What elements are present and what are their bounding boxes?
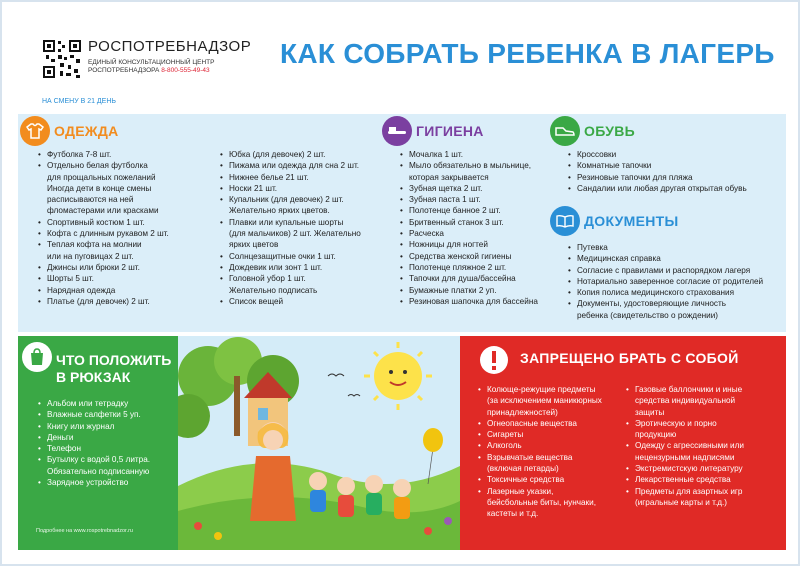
children-illustration: [178, 336, 460, 550]
list-item-continuation: Желательно ярких цветов.: [229, 206, 330, 216]
documents-list: [568, 242, 763, 321]
list-item: • Средства женской гигиены: [400, 251, 538, 262]
list-item: • Алкоголь: [478, 440, 602, 451]
list-item: • Деньги: [38, 432, 150, 443]
list-item-continuation: или на пуговицах 2 шт.: [47, 251, 134, 261]
list-item-continuation: принадлежностей): [487, 407, 558, 417]
list-item: • Документы, удостоверяющие личность: [568, 298, 763, 309]
forbidden-panel: [460, 336, 786, 550]
list-item: • Бумажные платки 2 уп.: [400, 285, 538, 296]
list-item: • Резиновая шапочка для бассейна: [400, 296, 538, 307]
list-item-continuation: Желательно подписать: [229, 285, 318, 295]
list-item-continuation: которая закрывается: [409, 172, 489, 182]
clothes-list-2: [220, 149, 361, 307]
list-item: • Теплая кофта на молнии: [38, 239, 169, 250]
brand-subtitle: ЕДИНЫЙ КОНСУЛЬТАЦИОННЫЙ ЦЕНТР РОСПОТРЕБНАДЗОРА 8-800-555-49-43: [88, 59, 215, 74]
toothbrush-icon: [382, 116, 412, 146]
list-item: • Нарядная одежда: [38, 285, 169, 296]
list-item: • Нотариально заверенное согласие от родителей: [568, 276, 763, 287]
list-item: • Нижнее белье 21 шт.: [220, 172, 361, 183]
list-item: • Футболка 7-8 шт.: [38, 149, 169, 160]
bag-icon: [22, 342, 52, 372]
list-item: • Полотенце банное 2 шт.: [400, 205, 538, 216]
list-item: • Носки 21 шт.: [220, 183, 361, 194]
backpack-panel: [18, 336, 178, 550]
list-item-continuation: бейсбольные биты, нунчаки,: [487, 497, 596, 507]
backpack-list: [38, 398, 150, 488]
list-item: • Зубная щетка 2 шт.: [400, 183, 538, 194]
list-item: • Влажные салфетки 5 уп.: [38, 409, 150, 420]
list-item-continuation: продукцию: [635, 430, 677, 440]
list-item: • Бритвенный станок 3 шт.: [400, 217, 538, 228]
list-item: • Предметы для азартных игр: [626, 486, 744, 497]
clothes-title: ОДЕЖДА: [54, 123, 119, 139]
list-item: • Головной убор 1 шт.: [220, 273, 361, 284]
list-item: • Дождевик или зонт 1 шт.: [220, 262, 361, 273]
list-item: • Кофта с длинным рукавом 2 шт.: [38, 228, 169, 239]
brand-name: РОСПОТРЕБНАДЗОР: [88, 38, 252, 55]
list-item: • Полотенце пляжное 2 шт.: [400, 262, 538, 273]
list-item: • Эротическую и порно: [626, 418, 744, 429]
backpack-title: ЧТО ПОЛОЖИТЬ В РЮКЗАК: [56, 352, 172, 385]
list-item: • Путевка: [568, 242, 763, 253]
hygiene-title: ГИГИЕНА: [416, 123, 484, 139]
forbidden-title: ЗАПРЕЩЕНО БРАТЬ С СОБОЙ: [520, 350, 739, 366]
hygiene-list: [400, 149, 538, 307]
hygiene-header: [382, 116, 484, 146]
clothes-list-1: [38, 149, 169, 307]
list-item: • Книгу или журнал: [38, 421, 150, 432]
list-item: • Платье (для девочек) 2 шт.: [38, 296, 169, 307]
list-item: • Огнеопасные вещества: [478, 418, 602, 429]
list-item: • Лекарственные средства: [626, 474, 744, 485]
list-item: • Тапочки для душа/бассейна: [400, 273, 538, 284]
page-title: КАК СОБРАТЬ РЕБЕНКА В ЛАГЕРЬ: [280, 38, 775, 69]
hotline-phone: 8-800-555-49-43: [161, 67, 210, 74]
list-item: • Юбка (для девочек) 2 шт.: [220, 149, 361, 160]
list-item: • Согласие с правилами и распорядком лагеря: [568, 265, 763, 276]
list-item: • Шорты 5 шт.: [38, 273, 169, 284]
list-item: • Колюще-режущие предметы: [478, 384, 602, 395]
qr-code-icon: [42, 39, 82, 79]
list-item: • Резиновые тапочки для пляжа: [568, 172, 747, 183]
list-item-continuation: расписываются на ней: [47, 195, 134, 205]
list-item: • Джинсы или брюки 2 шт.: [38, 262, 169, 273]
list-item: • Одежду с агрессивными или: [626, 440, 744, 451]
list-item-continuation: нецензурными надписями: [635, 452, 735, 462]
list-item: • Отдельно белая футболка: [38, 160, 169, 171]
list-item: • Расческа: [400, 228, 538, 239]
list-item-continuation: Обязательно подписанную: [47, 466, 150, 476]
list-item: • Копия полиса медицинского страхования: [568, 287, 763, 298]
list-item: • Плавки или купальные шорты: [220, 217, 361, 228]
list-item-continuation: для прощальных пожеланий: [47, 172, 156, 182]
shoe-icon: [550, 116, 580, 146]
list-item: • Бутылку с водой 0,5 литра.: [38, 454, 150, 465]
tshirt-icon: [20, 116, 50, 146]
forbidden-list-1: [478, 384, 602, 520]
more-info-link: Подробнее на www.rospotrebnadzor.ru: [36, 528, 133, 534]
shoes-title: ОБУВЬ: [584, 123, 635, 139]
list-item: • Сигареты: [478, 429, 602, 440]
list-item: • Кроссовки: [568, 149, 747, 160]
list-item-continuation: (включая петарды): [487, 464, 559, 474]
list-item: • Пижама или одежда для сна 2 шт.: [220, 160, 361, 171]
list-item: • Комнатные тапочки: [568, 160, 747, 171]
shoes-list: [568, 149, 747, 194]
list-item: • Лазерные указки,: [478, 486, 602, 497]
list-item: • Мыло обязательно в мыльнице,: [400, 160, 538, 171]
list-item-continuation: (для мальчиков) 2 шт. Желательно: [229, 229, 361, 239]
list-item-continuation: фломастерами или красками: [47, 206, 159, 216]
list-item: • Альбом или тетрадку: [38, 398, 150, 409]
list-item-continuation: Иногда дети в конце смены: [47, 183, 152, 193]
list-item-continuation: (за исключением маникюрных: [487, 396, 602, 406]
list-item: • Взрывчатые вещества: [478, 452, 602, 463]
list-item: • Газовые баллончики и иные: [626, 384, 744, 395]
forbidden-list-2: [626, 384, 744, 508]
clothes-header: [20, 116, 119, 146]
shoes-header: [550, 116, 635, 146]
list-item: • Солнцезащитные очки 1 шт.: [220, 251, 361, 262]
shift-duration: НА СМЕНУ В 21 ДЕНЬ: [42, 98, 116, 105]
warning-icon: [480, 346, 508, 374]
list-item: • Купальник (для девочек) 2 шт.: [220, 194, 361, 205]
documents-title: ДОКУМЕНТЫ: [584, 213, 679, 229]
list-item-continuation: защиты: [635, 407, 665, 417]
list-item: • Зубная паста 1 шт.: [400, 194, 538, 205]
list-item-continuation: ребенка (свидетельство о рождении): [577, 310, 719, 320]
list-item: • Список вещей: [220, 296, 361, 307]
list-item: • Мочалка 1 шт.: [400, 149, 538, 160]
list-item: • Спортивный костюм 1 шт.: [38, 217, 169, 228]
list-item-continuation: (игральные карты и т.д.): [635, 497, 728, 507]
list-item: • Ножницы для ногтей: [400, 239, 538, 250]
book-icon: [550, 206, 580, 236]
list-item: • Зарядное устройство: [38, 477, 150, 488]
list-item: • Медицинская справка: [568, 253, 763, 264]
documents-header: [550, 206, 679, 236]
list-item-continuation: ярких цветов: [229, 240, 279, 250]
list-item: • Телефон: [38, 443, 150, 454]
list-item: • Сандалии или любая другая открытая обувь: [568, 183, 747, 194]
list-item-continuation: средства индивидуальной: [635, 396, 736, 406]
list-item: • Экстремистскую литературу: [626, 463, 744, 474]
list-item: • Токсичные средства: [478, 474, 602, 485]
list-item-continuation: кастеты и т.д.: [487, 509, 539, 519]
